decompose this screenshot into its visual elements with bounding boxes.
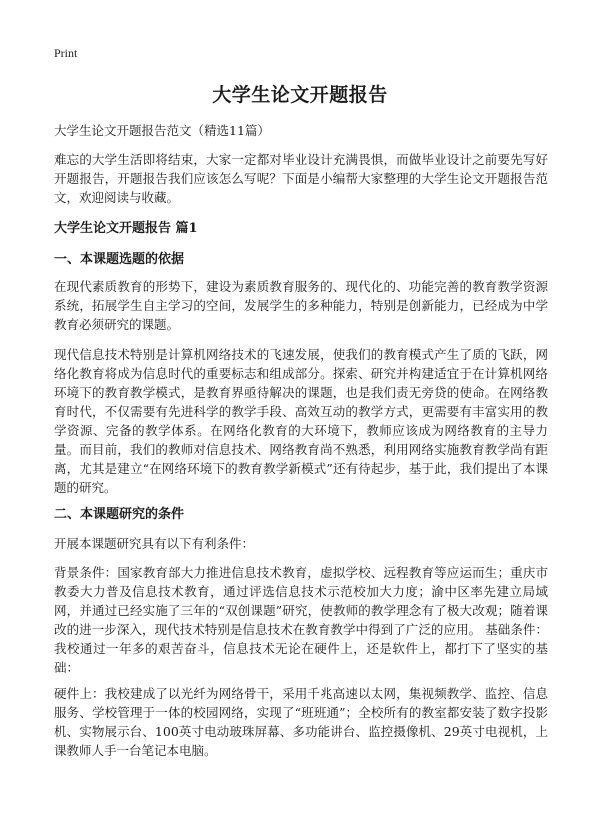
section1-heading: 一、本课题选题的依据 bbox=[54, 252, 185, 267]
document-subtitle: 大学生论文开题报告范文（精选11篇） bbox=[54, 123, 270, 138]
section2-heading: 二、本课题研究的条件 bbox=[54, 507, 185, 522]
section2-paragraph-3: 硬件上：我校建成了以光纤为网络骨干，采用千兆高速以太网，集视频教学、监控、信息服务、学校管理于一体的校园网络，实现了“班班通”；全校所有的教室都安装了数字投影机、实物展示台、100英寸电动玻珠屏幕、多功能讲台、监控摄像机、29英寸电视机，上课教师人手一台笔记本电脑。 bbox=[54, 686, 548, 758]
print-link[interactable]: Print bbox=[54, 46, 78, 60]
section1-paragraph-2: 现代信息技术特别是计算机网络技术的飞速发展，使我们的教育模式产生了质的飞跃，网络化教育将成为信息时代的重要标志和组成部分。探索、研究并构建适宜于在计算机网络环境下的教育教学模式，是教育界亟待解决的课题，也是我们责无旁贷的使命。在网络教育时代，不仅需要有先进科学的教学手段、高效互动的教学方式，更需要有丰富实用的教学资源、完备的教学体系。在网络化教育的大环境下，教师应该成为网络教育的主导力量。而目前，我们的教师对信息技术、网络教育尚不熟悉，利用网络实施教育教学尚有距离，尤其是建立“在网络环境下的教育教学新模式”还有待起步，基于此，我们提出了本课题的研究。 bbox=[54, 347, 548, 495]
intro-paragraph: 难忘的大学生活即将结束，大家一定都对毕业设计充满畏惧，而做毕业设计之前要先写好开题报告，开题报告我们应该怎么写呢？下面是小编帮大家整理的大学生论文开题报告范文，欢迎阅读与收藏。 bbox=[54, 152, 548, 205]
section2-paragraph-1: 开展本课题研究具有以下有利条件： bbox=[54, 536, 255, 551]
section2-paragraph-2: 背景条件：国家教育部大力推进信息技术教育，虚拟学校、远程教育等应运而生；重庆市教委大力普及信息技术教育，通过评选信息技术示范校加大力度；渝中区率先建立局域网，并通过已经实施了三年的“双创课题”研究，使教师的教学理念有了极大改观；随着课改的进一步深入，现代技术特别是信息技术在教育教学中得到了广泛的应用。 基础条件：我校通过一年多的艰苦奋斗，信息技术无论在硬件上，还是软件上，都打下了坚实的基础： bbox=[54, 565, 548, 675]
page-title: 大学生论文开题报告 bbox=[212, 84, 388, 106]
article-heading: 大学生论文开题报告 篇1 bbox=[54, 221, 198, 236]
section1-paragraph-1: 在现代素质教育的形势下，建设为素质教育服务的、现代化的、功能完善的教育教学资源系统，拓展学生自主学习的空间，发展学生的多种能力，特别是创新能力，已经成为中学教育必须研究的课题。 bbox=[54, 279, 548, 332]
